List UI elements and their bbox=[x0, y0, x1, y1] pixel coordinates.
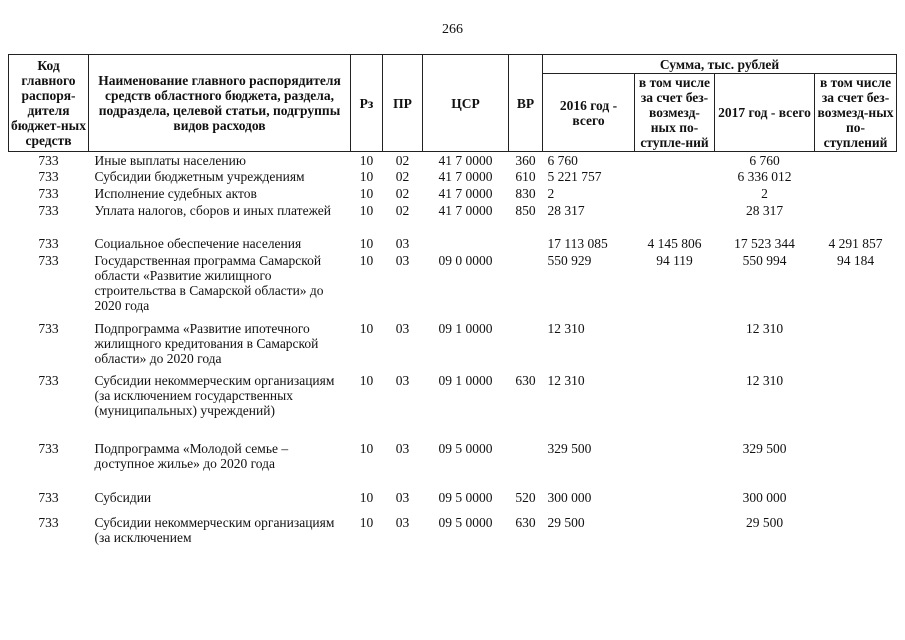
row-2017-total: 6 760 bbox=[749, 153, 780, 168]
table-row bbox=[9, 236, 897, 253]
row-rz: 10 bbox=[359, 514, 374, 530]
row-name: Субсидии некоммерческим организациям (за исключением государственных (муниципальных) учреждений) bbox=[94, 372, 335, 418]
row-2017-free: 4 291 857 bbox=[828, 235, 883, 251]
row-pr: 02 bbox=[395, 185, 410, 201]
row-csr: 09 0 0000 bbox=[438, 252, 493, 268]
row-2017-free bbox=[815, 169, 897, 186]
row-name: Государственная программа Самарской области «Развитие жилищного строительства в Самарской области» до 2020 года bbox=[94, 252, 324, 313]
table-row bbox=[9, 441, 897, 490]
row-pr: 03 bbox=[395, 489, 410, 505]
row-2017-free bbox=[815, 490, 897, 515]
row-pr: 03 bbox=[395, 372, 410, 388]
row-csr bbox=[423, 236, 509, 253]
row-2017-free bbox=[815, 186, 897, 203]
row-pr: 03 bbox=[395, 440, 410, 456]
row-vr bbox=[509, 253, 543, 321]
table-row bbox=[9, 373, 897, 441]
row-name: Подпрограмма «Молодой семье – доступное жилье» до 2020 года bbox=[94, 440, 289, 471]
row-2017-total: 28 317 bbox=[745, 202, 784, 218]
row-pr: 03 bbox=[395, 252, 410, 268]
row-code: 733 bbox=[38, 153, 59, 168]
row-csr: 41 7 0000 bbox=[438, 153, 493, 168]
row-rz: 10 bbox=[359, 153, 374, 168]
header-sum: Сумма, тыс. рублей bbox=[543, 55, 897, 74]
row-pr: 02 bbox=[395, 202, 410, 218]
page-number: 266 bbox=[442, 22, 463, 37]
row-2016-total: 550 929 bbox=[547, 252, 592, 268]
row-pr: 03 bbox=[395, 320, 410, 336]
row-vr bbox=[509, 441, 543, 490]
row-2016-free bbox=[635, 515, 715, 555]
row-name: Подпрограмма «Развитие ипотечного жилищного кредитования в Самарской области» до 2020 года bbox=[94, 320, 319, 366]
row-vr: 630 bbox=[515, 514, 536, 530]
header-csr: ЦСР bbox=[423, 55, 509, 152]
row-2016-free: 4 145 806 bbox=[647, 235, 702, 251]
row-2017-total: 29 500 bbox=[745, 514, 784, 530]
row-csr: 09 5 0000 bbox=[438, 489, 493, 505]
row-vr: 830 bbox=[515, 185, 536, 201]
row-2016-free: 94 119 bbox=[656, 252, 693, 268]
row-pr: 03 bbox=[395, 235, 410, 251]
row-2017-total: 12 310 bbox=[745, 372, 784, 388]
header-rz: Рз bbox=[351, 55, 383, 152]
table-row bbox=[9, 253, 897, 321]
row-2017-total: 329 500 bbox=[742, 440, 787, 456]
table-row bbox=[9, 515, 897, 555]
row-vr: 520 bbox=[515, 489, 536, 505]
row-pr: 03 bbox=[395, 514, 410, 530]
row-code: 733 bbox=[38, 372, 59, 388]
table-row bbox=[9, 490, 897, 515]
row-2016-total: 300 000 bbox=[547, 489, 592, 505]
row-rz: 10 bbox=[359, 252, 374, 268]
header-pr: ПР bbox=[383, 55, 423, 152]
header-2016-total: 2016 год - всего bbox=[543, 74, 635, 152]
row-pr: 02 bbox=[395, 168, 410, 184]
row-rz: 10 bbox=[359, 372, 374, 388]
header-vr: ВР bbox=[509, 55, 543, 152]
row-name: Субсидии бюджетным учреждениям bbox=[94, 168, 305, 184]
budget-table bbox=[8, 54, 897, 555]
table-row bbox=[9, 321, 897, 373]
row-code: 733 bbox=[38, 235, 59, 251]
row-csr: 09 1 0000 bbox=[438, 372, 493, 388]
row-name: Уплата налогов, сборов и иных платежей bbox=[94, 202, 331, 218]
table-row bbox=[9, 186, 897, 203]
row-2016-total: 2 bbox=[547, 185, 555, 201]
row-2016-total: 6 760 bbox=[547, 153, 578, 168]
table-row bbox=[9, 169, 897, 186]
header-2017-free: в том числе за счет без-возмезд-ных по-ступлений bbox=[815, 74, 897, 152]
table-body bbox=[9, 152, 897, 555]
row-csr: 09 1 0000 bbox=[438, 320, 493, 336]
header-code: Код главного распоря-дителя бюджет-ных средств bbox=[9, 55, 89, 152]
row-2017-total: 17 523 344 bbox=[734, 235, 795, 251]
row-code: 733 bbox=[38, 440, 59, 456]
header-name: Наименование главного распорядителя средств областного бюджета, раздела, подраздела, целевой статьи, подгруппы видов расходов bbox=[89, 55, 351, 152]
header-2017-total: 2017 год - всего bbox=[715, 74, 815, 152]
table-row bbox=[9, 152, 897, 169]
row-2016-total: 12 310 bbox=[547, 372, 585, 388]
row-csr: 41 7 0000 bbox=[438, 202, 493, 218]
row-2016-total: 5 221 757 bbox=[547, 168, 602, 184]
row-name: Социальное обеспечение населения bbox=[94, 235, 302, 251]
row-name: Субсидии некоммерческим организациям (за исключением bbox=[94, 514, 335, 545]
row-2017-free bbox=[815, 203, 897, 236]
row-name: Иные выплаты населению bbox=[94, 153, 246, 168]
row-2016-free bbox=[635, 490, 715, 515]
row-2017-free bbox=[815, 152, 897, 169]
row-2017-total: 12 310 bbox=[745, 320, 784, 336]
row-2016-free bbox=[635, 441, 715, 490]
row-csr: 09 5 0000 bbox=[438, 514, 493, 530]
row-code: 733 bbox=[38, 489, 59, 505]
row-vr bbox=[509, 321, 543, 373]
row-2016-total: 29 500 bbox=[547, 514, 585, 530]
row-code: 733 bbox=[38, 185, 59, 201]
row-code: 733 bbox=[38, 202, 59, 218]
row-name: Исполнение судебных актов bbox=[94, 185, 257, 201]
row-vr: 630 bbox=[515, 372, 536, 388]
row-2017-free bbox=[815, 515, 897, 555]
row-2017-free bbox=[815, 441, 897, 490]
row-code: 733 bbox=[38, 252, 59, 268]
row-2016-free bbox=[635, 373, 715, 441]
row-rz: 10 bbox=[359, 235, 374, 251]
row-2016-free bbox=[635, 186, 715, 203]
row-2017-free: 94 184 bbox=[836, 252, 875, 268]
row-rz: 10 bbox=[359, 320, 374, 336]
table-row bbox=[9, 203, 897, 236]
row-vr: 360 bbox=[515, 153, 536, 168]
row-2017-total: 300 000 bbox=[742, 489, 787, 505]
row-2017-total: 2 bbox=[761, 185, 768, 201]
row-2016-free bbox=[635, 203, 715, 236]
row-rz: 10 bbox=[359, 489, 374, 505]
row-2017-total: 550 994 bbox=[742, 252, 787, 268]
row-rz: 10 bbox=[359, 168, 374, 184]
row-name: Субсидии bbox=[94, 489, 152, 505]
row-2016-total: 329 500 bbox=[547, 440, 592, 456]
row-code: 733 bbox=[38, 514, 59, 530]
row-vr: 850 bbox=[515, 202, 536, 218]
row-rz: 10 bbox=[359, 185, 374, 201]
row-csr: 09 5 0000 bbox=[438, 440, 493, 456]
row-2017-free bbox=[815, 373, 897, 441]
row-pr: 02 bbox=[395, 153, 410, 168]
row-2016-free bbox=[635, 152, 715, 169]
row-2017-free bbox=[815, 321, 897, 373]
header-2016-free: в том числе за счет без-возмезд-ных по-ступле-ний bbox=[635, 74, 715, 152]
row-vr: 610 bbox=[515, 168, 536, 184]
row-2016-free bbox=[635, 169, 715, 186]
row-code: 733 bbox=[38, 168, 59, 184]
table-header bbox=[9, 55, 897, 152]
row-vr bbox=[509, 236, 543, 253]
row-csr: 41 7 0000 bbox=[438, 168, 493, 184]
row-code: 733 bbox=[38, 320, 59, 336]
row-rz: 10 bbox=[359, 202, 374, 218]
row-2016-total: 17 113 085 bbox=[547, 235, 608, 251]
row-2016-total: 12 310 bbox=[547, 320, 585, 336]
row-rz: 10 bbox=[359, 440, 374, 456]
row-csr: 41 7 0000 bbox=[438, 185, 493, 201]
row-2016-total: 28 317 bbox=[547, 202, 585, 218]
row-2017-total: 6 336 012 bbox=[737, 168, 792, 184]
row-2016-free bbox=[635, 321, 715, 373]
